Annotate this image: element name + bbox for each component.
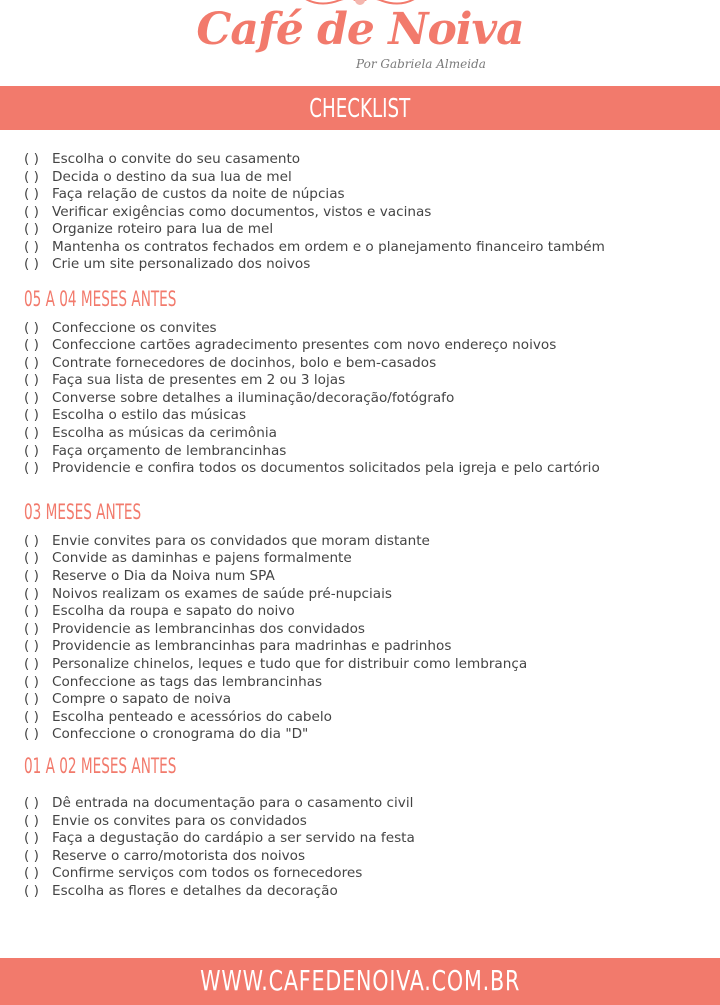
checkbox[interactable]: ( ) bbox=[24, 673, 39, 690]
checklist-item bbox=[24, 372, 714, 390]
logo-byline: Por Gabriela Almeida bbox=[356, 57, 486, 71]
checklist-item-text: Faça sua lista de presentes em 2 ou 3 lojas bbox=[52, 372, 346, 389]
section-title: 01 A 02 MESES ANTES bbox=[24, 753, 177, 778]
checkbox[interactable]: ( ) bbox=[24, 603, 39, 620]
checklist-item bbox=[24, 407, 714, 425]
checklist-item-text: Faça orçamento de lembrancinhas bbox=[52, 442, 287, 459]
checklist-item bbox=[24, 638, 714, 656]
checklist-item-text: Faça a degustação do cardápio a ser servido na festa bbox=[52, 830, 415, 847]
checklist-item-text: Mantenha os contratos fechados em ordem e o planejamento financeiro também bbox=[52, 238, 605, 255]
checklist-item bbox=[24, 603, 714, 621]
checklist-items bbox=[24, 795, 714, 901]
checklist-item-text: Providencie as lembrancinhas para madrinhas e padrinhos bbox=[52, 638, 452, 655]
checkbox[interactable]: ( ) bbox=[24, 532, 39, 549]
checklist-item bbox=[24, 883, 714, 901]
checkbox[interactable]: ( ) bbox=[24, 389, 39, 406]
checkbox[interactable]: ( ) bbox=[24, 812, 39, 829]
checklist-item-text: Confeccione o cronograma do dia "D" bbox=[52, 726, 309, 743]
checkbox[interactable]: ( ) bbox=[24, 847, 39, 864]
checkbox[interactable]: ( ) bbox=[24, 638, 39, 655]
checklist-item bbox=[24, 337, 714, 355]
checkbox[interactable]: ( ) bbox=[24, 656, 39, 672]
checklist-item-text: Noivos realizam os exames de saúde pré-nupciais bbox=[52, 585, 392, 602]
checklist-item-text: Providencie e confira todos os documentos solicitados pela igreja e pelo cartório bbox=[52, 460, 600, 477]
checklist-item bbox=[24, 621, 714, 639]
footer-url[interactable]: WWW.CAFEDENOIVA.COM.BR bbox=[199, 964, 521, 997]
checklist-item bbox=[24, 425, 714, 443]
checklist-section bbox=[24, 151, 714, 274]
checklist-item bbox=[24, 443, 714, 461]
checklist-item-text: Confeccione os convites bbox=[52, 319, 217, 336]
checklist-item-text: Compre o sapato de noiva bbox=[52, 691, 232, 708]
checklist-item bbox=[24, 795, 714, 813]
checklist-section bbox=[24, 499, 714, 744]
checkbox[interactable]: ( ) bbox=[24, 203, 39, 220]
checklist-item-text: Decida o destino da sua lua de mel bbox=[52, 168, 292, 185]
checklist-item-text: Crie um site personalizado dos noivos bbox=[52, 256, 311, 272]
checklist-item-text: Envie os convites para os convidados bbox=[52, 812, 307, 829]
checkbox[interactable]: ( ) bbox=[24, 708, 39, 725]
checklist-items bbox=[24, 151, 714, 274]
checklist-item-text: Convide as daminhas e pajens formalmente bbox=[52, 550, 352, 567]
checklist-item bbox=[24, 355, 714, 373]
checkbox[interactable]: ( ) bbox=[24, 568, 39, 585]
logo-title: Café de Noiva bbox=[196, 4, 524, 55]
checkbox[interactable]: ( ) bbox=[24, 882, 39, 899]
checklist-item bbox=[24, 656, 714, 674]
checkbox[interactable]: ( ) bbox=[24, 337, 39, 354]
checkbox[interactable]: ( ) bbox=[24, 550, 39, 567]
checklist-item-text: Confeccione as tags das lembrancinhas bbox=[52, 673, 323, 690]
checklist-item-text: Organize roteiro para lua de mel bbox=[52, 221, 274, 237]
checklist-item bbox=[24, 586, 714, 604]
checkbox[interactable]: ( ) bbox=[24, 585, 39, 602]
checklist-item bbox=[24, 813, 714, 831]
checklist-section bbox=[24, 753, 714, 901]
checklist-item bbox=[24, 186, 714, 204]
checkbox[interactable]: ( ) bbox=[24, 830, 39, 847]
checkbox[interactable]: ( ) bbox=[24, 151, 39, 167]
checkbox[interactable]: ( ) bbox=[24, 442, 39, 459]
checklist-item-text: Verificar exigências como documentos, vistos e vacinas bbox=[52, 203, 432, 220]
checkbox[interactable]: ( ) bbox=[24, 319, 39, 336]
section-title: 03 MESES ANTES bbox=[24, 499, 142, 524]
checklist-item-text: Envie convites para os convidados que moram distante bbox=[52, 532, 430, 549]
checklist-item bbox=[24, 865, 714, 883]
logo bbox=[0, 0, 720, 84]
checkbox[interactable]: ( ) bbox=[24, 354, 39, 371]
checklist-item-text: Escolha as músicas da cerimônia bbox=[52, 425, 277, 442]
checklist-items bbox=[24, 320, 714, 478]
checklist-item bbox=[24, 568, 714, 586]
checkbox[interactable]: ( ) bbox=[24, 407, 39, 424]
checklist-item bbox=[24, 239, 714, 257]
checkbox[interactable]: ( ) bbox=[24, 726, 39, 743]
checklist-item-text: Dê entrada na documentação para o casamento civil bbox=[52, 794, 414, 811]
checklist-item-text: Escolha as flores e detalhes da decoração bbox=[52, 882, 338, 899]
checklist-item bbox=[24, 256, 714, 274]
checkbox[interactable]: ( ) bbox=[24, 372, 39, 389]
banner-title: CHECKLIST bbox=[309, 94, 411, 124]
checklist-item bbox=[24, 221, 714, 239]
checklist-item bbox=[24, 169, 714, 187]
checklist-item-text: Confirme serviços com todos os fornecedores bbox=[52, 865, 363, 882]
checkbox[interactable]: ( ) bbox=[24, 865, 39, 882]
checklist-item-text: Escolha o estilo das músicas bbox=[52, 407, 247, 424]
checklist-content bbox=[24, 151, 714, 901]
checklist-items bbox=[24, 533, 714, 744]
checklist-item bbox=[24, 709, 714, 727]
checklist-item-text: Faça relação de custos da noite de núpcias bbox=[52, 186, 345, 202]
checklist-item-text: Reserve o carro/motorista dos noivos bbox=[52, 847, 306, 864]
checklist-item-text: Personalize chinelos, leques e tudo que for distribuir como lembrança bbox=[52, 656, 528, 672]
checklist-item-text: Escolha o convite do seu casamento bbox=[52, 151, 301, 167]
checklist-item bbox=[24, 460, 714, 478]
checkbox[interactable]: ( ) bbox=[24, 221, 39, 237]
checklist-item bbox=[24, 830, 714, 848]
checkbox[interactable]: ( ) bbox=[24, 620, 39, 637]
checklist-item bbox=[24, 726, 714, 744]
checkbox[interactable]: ( ) bbox=[24, 691, 39, 708]
checklist-item bbox=[24, 848, 714, 866]
checkbox[interactable]: ( ) bbox=[24, 186, 39, 202]
section-title: 05 A 04 MESES ANTES bbox=[24, 286, 177, 311]
checkbox[interactable]: ( ) bbox=[24, 238, 39, 255]
checklist-item-text: Converse sobre detalhes a iluminação/decoração/fotógrafo bbox=[52, 389, 455, 406]
checklist-section bbox=[24, 286, 714, 478]
checklist-item-text: Reserve o Dia da Noiva num SPA bbox=[52, 568, 275, 585]
checklist-item bbox=[24, 533, 714, 551]
checklist-item-text: Providencie as lembrancinhas dos convidados bbox=[52, 620, 365, 637]
checklist-item-text: Escolha da roupa e sapato do noivo bbox=[52, 603, 295, 620]
checkbox[interactable]: ( ) bbox=[24, 425, 39, 442]
checkbox[interactable]: ( ) bbox=[24, 256, 39, 272]
checklist-item bbox=[24, 550, 714, 568]
checklist-item bbox=[24, 674, 714, 692]
checklist-item-text: Confeccione cartões agradecimento presentes com novo endereço noivos bbox=[52, 337, 557, 354]
checklist-item bbox=[24, 691, 714, 709]
checklist-banner bbox=[0, 86, 720, 130]
checklist-item-text: Contrate fornecedores de docinhos, bolo e bem-casados bbox=[52, 354, 437, 371]
checklist-item bbox=[24, 390, 714, 408]
checkbox[interactable]: ( ) bbox=[24, 794, 39, 811]
checklist-item-text: Escolha penteado e acessórios do cabelo bbox=[52, 708, 332, 725]
footer-banner bbox=[0, 958, 720, 1005]
checkbox[interactable]: ( ) bbox=[24, 460, 39, 477]
checklist-item bbox=[24, 151, 714, 169]
checkbox[interactable]: ( ) bbox=[24, 168, 39, 185]
checklist-item bbox=[24, 320, 714, 338]
checklist-item bbox=[24, 204, 714, 222]
